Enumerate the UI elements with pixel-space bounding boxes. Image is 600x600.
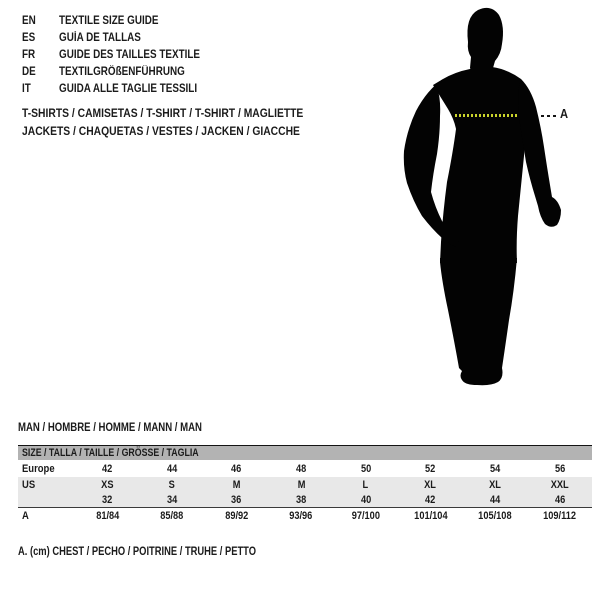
- size-cell: [334, 510, 399, 522]
- size-cell: [398, 494, 463, 506]
- size-cell: [527, 479, 592, 491]
- size-cell: [334, 479, 399, 491]
- language-title: [59, 30, 154, 47]
- language-title: [59, 81, 220, 98]
- size-cell: [75, 479, 140, 491]
- language-code-text: IT: [22, 83, 31, 95]
- language-row: [22, 64, 223, 81]
- size-cell: [463, 494, 528, 506]
- size-cell: [527, 510, 592, 522]
- size-cell-text: 93/96: [289, 509, 313, 522]
- product-line: [22, 104, 349, 122]
- product-line-text: T-SHIRTS / CAMISETAS / T-SHIRT / T-SHIRT / MAGLIETTE: [22, 106, 304, 120]
- size-cell-text: 101/104: [413, 509, 448, 522]
- size-cell-text: 38: [296, 493, 307, 506]
- size-cell-text: 34: [166, 493, 178, 506]
- row-label: [18, 510, 75, 522]
- size-cell-text: XXL: [550, 478, 569, 491]
- language-title: [59, 13, 175, 30]
- language-title: [59, 47, 223, 64]
- size-cell-text: 85/88: [160, 509, 184, 522]
- size-cell: [527, 494, 592, 506]
- language-title: [59, 64, 205, 81]
- product-line-text: JACKETS / CHAQUETAS / VESTES / JACKEN / GIACCHE: [22, 124, 300, 138]
- size-cell-text: 46: [554, 493, 565, 506]
- size-cell: [75, 494, 140, 506]
- measure-legend: A. (cm) CHEST / PECHO / POITRINE / TRUHE / PETTO: [18, 544, 257, 558]
- row-label: [18, 479, 75, 491]
- size-cell: [140, 479, 205, 491]
- size-cell: [204, 463, 269, 475]
- size-cell: [398, 463, 463, 475]
- measure-pointer-line: [541, 115, 558, 117]
- size-cell-text: 52: [425, 462, 436, 475]
- language-code: [22, 13, 59, 30]
- size-cell: [204, 510, 269, 522]
- language-code-text: ES: [22, 32, 36, 44]
- size-cell-text: 44: [489, 493, 501, 506]
- language-title-text: GUIDA ALLE TAGLIE TESSILI: [59, 83, 198, 95]
- row-label: [18, 463, 75, 475]
- product-category-lines: [22, 104, 349, 140]
- size-cell-text: 32: [102, 493, 113, 506]
- language-row: [22, 81, 223, 98]
- size-cell: [463, 479, 528, 491]
- size-cell: [140, 510, 205, 522]
- size-cell: [140, 494, 205, 506]
- language-title-list: [22, 13, 223, 98]
- size-cell: [334, 494, 399, 506]
- size-cell-text: 42: [102, 462, 113, 475]
- size-cell: [527, 463, 592, 475]
- size-cell: [269, 479, 334, 491]
- language-code: [22, 30, 59, 47]
- size-cell-text: XL: [489, 478, 501, 491]
- size-cell: [269, 494, 334, 506]
- size-cell: [204, 494, 269, 506]
- man-silhouette-icon: [395, 0, 600, 400]
- size-cell-text: 50: [360, 462, 371, 475]
- language-code-text: DE: [22, 66, 36, 78]
- size-cell-text: S: [168, 478, 176, 491]
- size-cell-text: 97/100: [351, 509, 380, 522]
- language-title-text: GUÍA DE TALLAS: [59, 32, 141, 44]
- size-cell: [140, 463, 205, 475]
- size-cell: [334, 463, 399, 475]
- language-code-text: FR: [22, 49, 36, 61]
- size-table: [18, 445, 592, 523]
- language-row: [22, 47, 223, 64]
- size-cell-text: 42: [425, 493, 436, 506]
- size-cell: [463, 510, 528, 522]
- table-row: [18, 460, 592, 477]
- language-row: [22, 30, 223, 47]
- language-code: [22, 81, 59, 98]
- language-code-text: EN: [22, 15, 36, 27]
- size-cell: [398, 510, 463, 522]
- language-code: [22, 47, 59, 64]
- size-cell-text: XS: [101, 478, 114, 491]
- row-label-text: US: [22, 478, 36, 491]
- chest-measure-line: [455, 114, 517, 117]
- table-row: [18, 507, 592, 523]
- gender-section-title: MAN / HOMBRE / HOMME / MANN / MAN: [18, 420, 202, 434]
- row-label: [18, 494, 75, 506]
- figure-area: [395, 0, 600, 400]
- size-cell: [463, 463, 528, 475]
- size-cell: [398, 479, 463, 491]
- language-title-text: TEXTILE SIZE GUIDE: [59, 15, 159, 27]
- size-cell-text: 81/84: [95, 509, 119, 522]
- language-title-text: TEXTILGRÖßENFÜHRUNG: [59, 66, 185, 78]
- size-table-header: SIZE / TALLA / TAILLE / GRÖSSE / TAGLIA: [18, 446, 592, 460]
- size-cell-text: 56: [554, 462, 565, 475]
- size-cell: [204, 479, 269, 491]
- table-row: [18, 477, 592, 492]
- language-title-text: GUIDE DES TAILLES TEXTILE: [59, 49, 201, 61]
- size-cell-text: 109/112: [543, 509, 577, 522]
- size-cell-text: 48: [296, 462, 307, 475]
- size-cell-text: L: [362, 478, 369, 491]
- size-cell-text: 40: [360, 493, 371, 506]
- size-cell: [269, 510, 334, 522]
- size-cell-text: 44: [166, 462, 178, 475]
- size-cell: [75, 463, 140, 475]
- size-cell-text: 54: [489, 462, 501, 475]
- row-label-text: Europe: [22, 462, 55, 475]
- product-line: [22, 122, 349, 140]
- size-cell-text: M: [232, 478, 241, 491]
- size-cell-text: 46: [231, 462, 242, 475]
- size-cell-text: M: [297, 478, 306, 491]
- row-label-text: A: [22, 509, 29, 522]
- measure-label: A: [560, 106, 569, 121]
- size-cell-text: XL: [424, 478, 437, 491]
- size-cell: [269, 463, 334, 475]
- size-cell: [75, 510, 140, 522]
- language-code: [22, 64, 59, 81]
- size-cell-text: 36: [231, 493, 242, 506]
- language-row: [22, 13, 223, 30]
- size-cell-text: 105/108: [478, 509, 512, 522]
- size-cell-text: 89/92: [224, 509, 249, 522]
- table-row: [18, 492, 592, 507]
